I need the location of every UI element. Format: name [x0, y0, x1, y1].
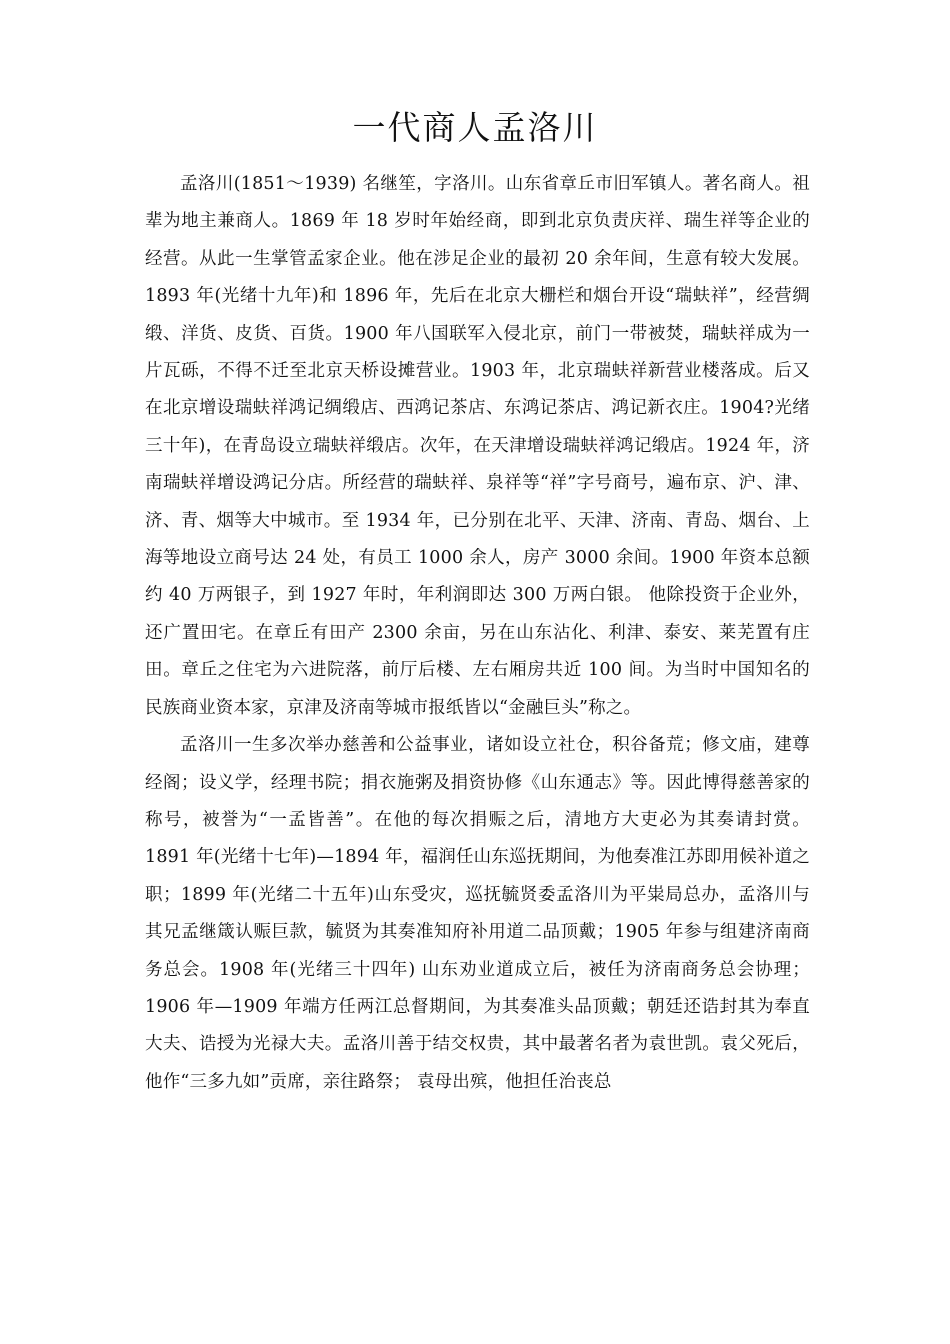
- paragraph-philanthropy: 孟洛川一生多次举办慈善和公益事业，诸如设立社仓，积谷备荒；修文庙，建尊经阁；设义学，经理书院；捐衣施粥及捐资协修《山东通志》等。因此博得慈善家的称号，被誉为“一孟皆善”。在他的每次捐赈之后，清地方大吏必为其奏请封赏。1891 年(光绪十七年)—1894 年，福润任山东巡抚期间，为他奏准江苏即用候补道之职；1899 年(光绪二十五年)山东受灾，巡抚毓贤委孟洛川为平粜局总办，孟洛川与其兄孟继箴认赈巨款，毓贤为其奏准知府补用道二品顶戴；1905 年参与组建济南商务总会。1908 年(光绪三十四年) 山东劝业道成立后，被任为济南商务总会协理；1906 年—1909 年端方任两江总督期间，为其奏准头品顶戴；朝廷还诰封其为奉直大夫、诰授为光禄大夫。孟洛川善于结交权贵，其中最著名者为袁世凯。袁父死后，他作“三多九如”贡席，亲往路祭； 袁母出殡，他担任治丧总: [145, 735, 810, 1092]
- document-title: 一代商人孟洛川: [352, 108, 598, 147]
- paragraph-biography: 孟洛川(1851～1939) 名继笙，字洛川。山东省章丘市旧军镇人。著名商人。祖辈为地主兼商人。1869 年 18 岁时年始经商，即到北京负责庆祥、瑞生祥等企业的经营。从此一生掌管孟家企业。他在涉足企业的最初 20 余年间，生意有较大发展。1893 年(光绪十九年)和 1896 年，先后在北京大栅栏和烟台开设“瑞蚨祥”，经营绸缎、洋货、皮货、百货。1900 年八国联军入侵北京，前门一带被焚，瑞蚨祥成为一片瓦砾，不得不迁至北京天桥设摊营业。1903 年，北京瑞蚨祥新营业楼落成。后又在北京增设瑞蚨祥鸿记绸缎店、西鸿记茶店、东鸿记茶店、鸿记新衣庄。1904?光绪三十年)，在青岛设立瑞蚨祥缎店。次年，在天津增设瑞蚨祥鸿记缎店。1924 年，济南瑞蚨祥增设鸿记分店。所经营的瑞蚨祥、泉祥等“祥”字号商号，遍布京、沪、津、济、青、烟等大中城市。至 1934 年，已分别在北平、天津、济南、青岛、烟台、上海等地设立商号达 24 处，有员工 1000 余人，房产 3000 余间。1900 年资本总额约 40 万两银子，到 1927 年时，年利润即达 300 万两白银。 他除投资于企业外，还广置田宅。在章丘有田产 2300 余亩，另在山东沾化、利津、泰安、莱芜置有庄田。章丘之住宅为六进院落，前厅后楼、左右厢房共近 100 间。为当时中国知名的民族商业资本家，京津及济南等城市报纸皆以“金融巨头”称之。: [145, 174, 810, 718]
- document-body: [145, 166, 810, 1101]
